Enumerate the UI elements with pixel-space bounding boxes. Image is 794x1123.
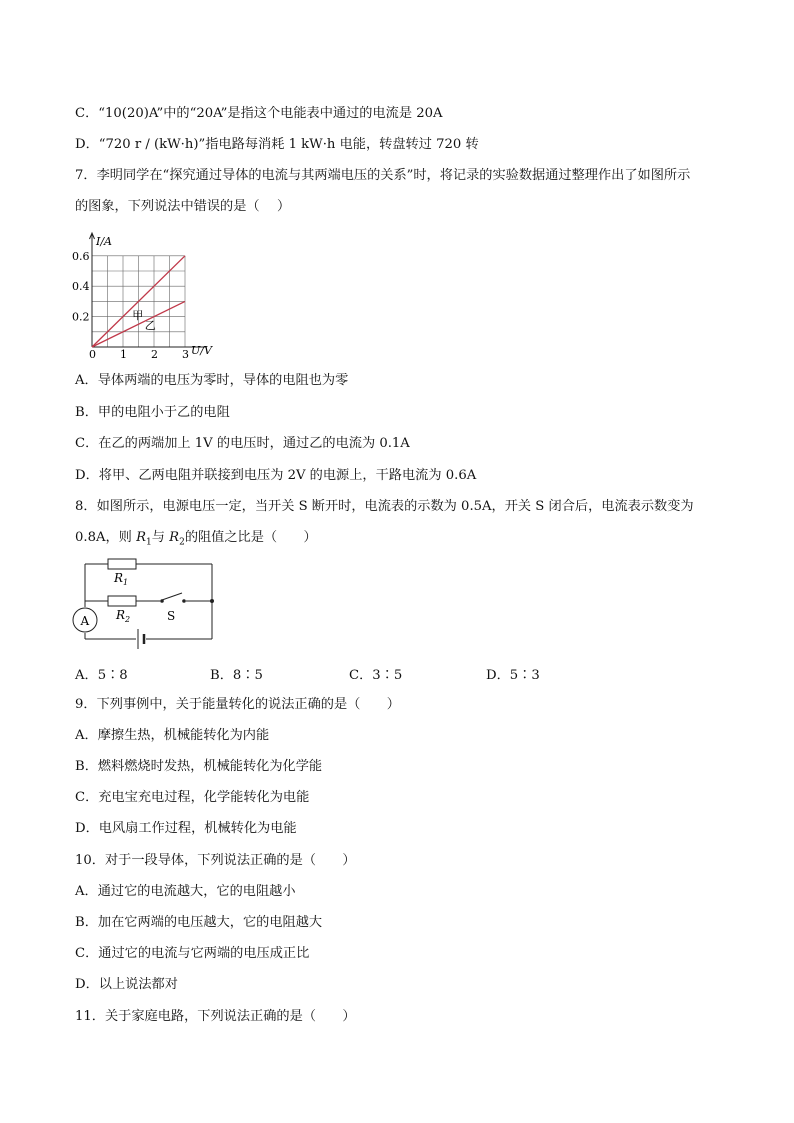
q9-option-c: C．充电宝充电过程，化学能转化为电能 [75,790,310,805]
r1-label-letter: R [114,571,124,585]
q9-stem: 9．下列事例中，关于能量转化的说法正确的是（ ） [75,697,400,712]
q8-option-b: B．8∶5 [210,668,263,683]
series-label: 乙 [144,318,156,332]
r2-label-subscript: 2 [125,615,131,624]
prev-option-d: D．“720 r / (kW·h)”指电路每消耗 1 kW·h 电能，转盘转过 720 转 [75,137,479,152]
resistor-r2 [108,596,136,606]
q11-stem: 11．关于家庭电路，下列说法正确的是（ ） [75,1009,356,1024]
y-tick-label: 0.6 [72,249,90,263]
q8-r1-symbol: R [136,530,147,545]
x-tick-label: 0 [89,348,96,360]
q7-option-b: B．甲的电阻小于乙的电阻 [75,405,230,420]
q10-option-b: B．加在它两端的电压越大，它的电阻越大 [75,915,323,930]
circuit-diagram [66,555,226,655]
q8-options [75,664,635,682]
q9-option-b: B．燃料燃烧时发热，机械能转化为化学能 [75,759,323,774]
q9-option-a: A．摩擦生热，机械能转化为内能 [75,728,270,743]
q7-option-c: C．在乙的两端加上 1V 的电压时，通过乙的电流为 0.1A [75,436,410,451]
x-tick-label: 3 [182,348,189,360]
series-label: 甲 [132,308,144,322]
x-axis-label: U/V [191,344,212,357]
junction-right [210,599,214,603]
x-tick-label: 1 [120,348,127,360]
q8-r2-symbol: R [169,530,180,545]
switch-contact-left [160,599,164,603]
ammeter-label: A [80,614,90,628]
switch-contact-right [182,599,186,603]
switch-label: S [167,609,176,623]
q8-stem-mid: 与 [151,530,170,545]
r1-label-subscript: 1 [123,578,129,587]
q10-stem: 10．对于一段导体，下列说法正确的是（ ） [75,853,356,868]
iu-graph [70,230,230,360]
q8-stem-part-b: 的阻值之比是（ ） [184,530,317,545]
prev-option-c: C．“10(20)A”中的“20A”是指这个电能表中通过的电流是 20A [75,106,443,121]
q10-option-a: A．通过它的电流越大，它的电阻越小 [75,884,296,899]
q8-stem-part-a: 0.8A，则 [75,530,137,545]
x-tick-label: 2 [151,348,158,360]
q8-option-a: A．5∶8 [75,668,128,683]
q8-r1-subscript: 1 [146,537,152,548]
resistor-r1 [108,559,136,569]
q7-option-d: D．将甲、乙两电阻并联接到电压为 2V 的电源上，干路电流为 0.6A [75,468,477,483]
q8-stem-line1: 8．如图所示，电源电压一定，当开关 S 断开时，电流表的示数为 0.5A，开关 S 闭合后，电流表示数变为 [75,499,694,514]
q7-stem-line2: 的图象，下列说法中错误的是（ ） [75,199,291,214]
y-tick-label: 0.2 [72,310,90,324]
r1-label [113,571,128,587]
q10-option-c: C．通过它的电流与它两端的电压成正比 [75,946,310,961]
y-tick-label: 0.4 [72,280,90,294]
q9-option-d: D．电风扇工作过程，机械转化为电能 [75,821,297,836]
q8-r2-subscript: 2 [179,537,185,548]
q7-stem-line1: 7．李明同学在“探究通过导体的电流与其两端电压的关系”时，将记录的实验数据通过整理作出了如图所示 [75,168,691,183]
q8-stem-line2 [75,529,317,552]
switch-blade [162,593,182,600]
q7-option-a: A．导体两端的电压为零时，导体的电阻也为零 [75,373,349,388]
r2-label-letter: R [116,608,126,622]
q8-option-c: C．3∶5 [349,668,403,683]
y-axis-label: I/A [96,235,112,248]
q10-option-d: D．以上说法都对 [75,977,178,992]
q8-option-d: D．5∶3 [486,668,540,683]
r2-label [115,608,130,624]
